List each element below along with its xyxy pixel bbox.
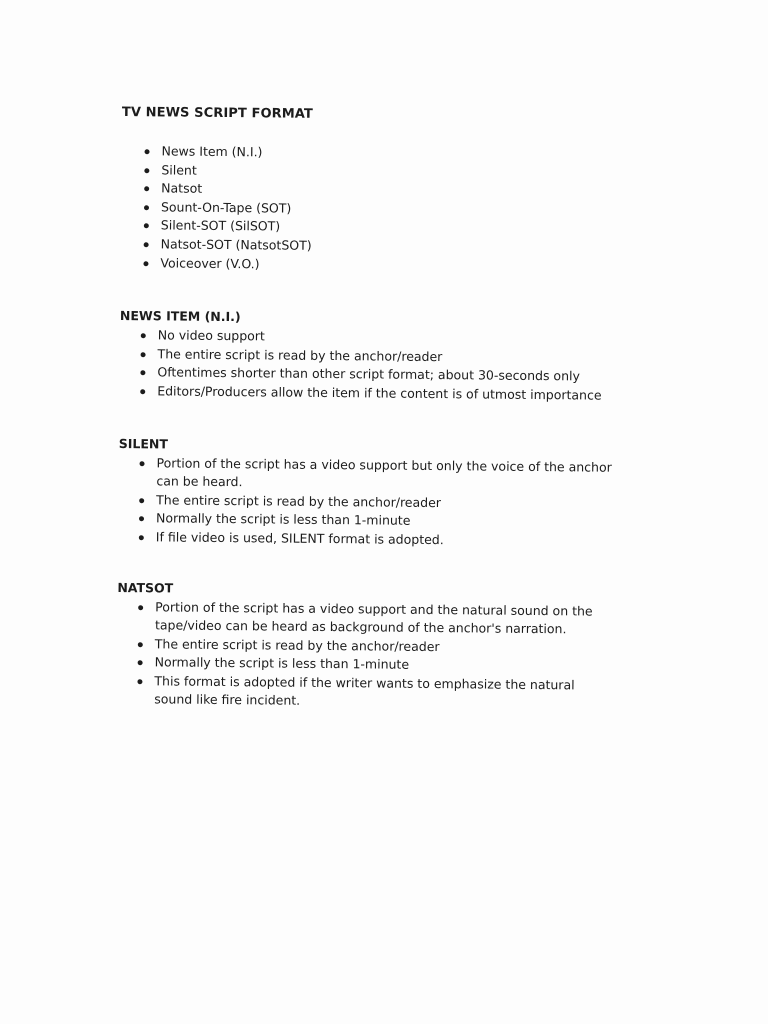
section-heading: NEWS ITEM (N.I.)	[119, 308, 241, 325]
format-list-item: Silent-SOT (SilSOT)	[140, 217, 621, 240]
document-body	[116, 104, 622, 714]
section-bullets	[118, 454, 619, 552]
bullet-item: Normally the script is less than 1-minute	[134, 653, 617, 676]
section-heading: SILENT	[118, 435, 168, 451]
bullet-item: Editors/Producers allow the item if the content is of utmost importance	[136, 382, 619, 405]
format-list-item: Natsot-SOT (NatsotSOT)	[140, 235, 621, 258]
section-heading: NATSOT	[117, 579, 174, 596]
format-list-item: Silent	[140, 161, 621, 184]
document-title: TV NEWS SCRIPT FORMAT	[121, 104, 313, 122]
format-list	[120, 142, 621, 277]
section-silent	[118, 435, 619, 552]
bullet-item: If file video is used, SILENT format is adopted.	[135, 528, 618, 551]
format-list-item: Natsot	[140, 179, 621, 202]
section-bullets	[119, 326, 620, 405]
bullet-item: This format is adopted if the writer wants to emphasize the natural sound like fire incident.	[133, 672, 616, 714]
section-natsot	[116, 578, 617, 713]
bullet-item: The entire script is read by the anchor/reader	[137, 345, 620, 368]
bullet-item: Oftentimes shorter than other script format; about 30-seconds only	[136, 363, 619, 386]
bullet-item: The entire script is read by the anchor/reader	[135, 491, 618, 514]
format-list-item: Voiceover (V.O.)	[139, 254, 620, 277]
bullet-item: No video support	[137, 326, 620, 349]
section-bullets	[116, 597, 617, 713]
format-list-item: Sount-On-Tape (SOT)	[140, 198, 621, 221]
bullet-item: Normally the script is less than 1-minute	[135, 509, 618, 532]
format-list-item: News Item (N.I.)	[140, 142, 621, 165]
bullet-item: Portion of the script has a video support and the natural sound on the tape/video can be heard as background of the anchor's narration.	[134, 598, 617, 640]
bullet-item: Portion of the script has a video support but only the voice of the anchor can be heard.	[135, 454, 618, 496]
bullet-item: The entire script is read by the anchor/reader	[134, 635, 617, 658]
section-news-item	[119, 307, 620, 405]
